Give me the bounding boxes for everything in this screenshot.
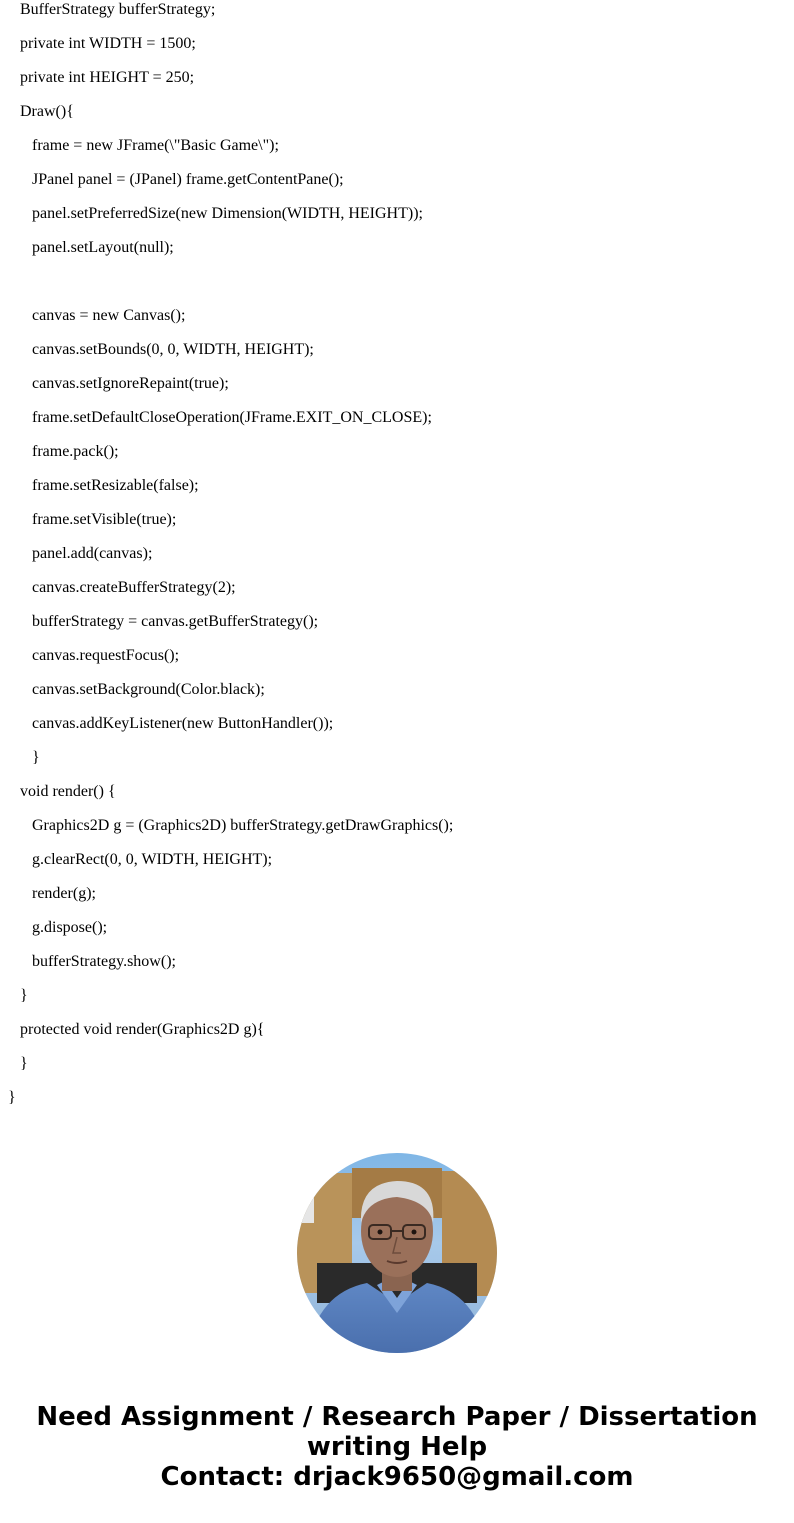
code-line: canvas.requestFocus(); <box>32 647 180 664</box>
code-line: g.clearRect(0, 0, WIDTH, HEIGHT); <box>32 851 273 868</box>
code-line: Graphics2D g = (Graphics2D) bufferStrategy.getDrawGraphics(); <box>32 817 454 834</box>
code-line: canvas.setBackground(Color.black); <box>32 681 265 698</box>
code-line: void render() { <box>20 783 116 800</box>
code-line: bufferStrategy = canvas.getBufferStrategy(); <box>32 613 319 630</box>
banner-contact: Contact: drjack9650@gmail.com <box>160 1462 634 1492</box>
code-line: bufferStrategy.show(); <box>32 953 176 970</box>
author-avatar <box>297 1153 497 1353</box>
code-line: g.dispose(); <box>32 919 108 936</box>
code-line: JPanel panel = (JPanel) frame.getContentPane(); <box>32 171 344 188</box>
code-line: Draw(){ <box>20 103 74 120</box>
code-line: frame.pack(); <box>32 443 119 460</box>
code-line: frame = new JFrame(\"Basic Game\"); <box>32 137 279 154</box>
help-banner <box>0 1402 794 1492</box>
code-line: canvas.setIgnoreRepaint(true); <box>32 375 229 392</box>
code-line: frame.setDefaultCloseOperation(JFrame.EXIT_ON_CLOSE); <box>32 409 432 426</box>
code-line: private int HEIGHT = 250; <box>20 69 195 86</box>
code-line: canvas.createBufferStrategy(2); <box>32 579 236 596</box>
code-line: private int WIDTH = 1500; <box>20 35 196 52</box>
code-line: frame.setResizable(false); <box>32 477 199 494</box>
code-line: } <box>8 1089 16 1106</box>
code-line: BufferStrategy bufferStrategy; <box>20 1 216 18</box>
banner-line-2: writing Help <box>306 1432 488 1462</box>
code-line: canvas.setBounds(0, 0, WIDTH, HEIGHT); <box>32 341 314 358</box>
code-line: panel.setLayout(null); <box>32 239 174 256</box>
code-line: protected void render(Graphics2D g){ <box>20 1021 265 1038</box>
code-line: } <box>20 987 28 1004</box>
banner-line-1: Need Assignment / Research Paper / Dissertation <box>36 1402 758 1432</box>
code-line: frame.setVisible(true); <box>32 511 177 528</box>
code-line: canvas.addKeyListener(new ButtonHandler()); <box>32 715 334 732</box>
code-line: render(g); <box>32 885 96 902</box>
author-portrait-image <box>297 1153 497 1353</box>
code-line: panel.setPreferredSize(new Dimension(WIDTH, HEIGHT)); <box>32 205 423 222</box>
code-line: } <box>32 749 40 766</box>
code-line: canvas = new Canvas(); <box>32 307 186 324</box>
code-line: panel.add(canvas); <box>32 545 153 562</box>
code-line: } <box>20 1055 28 1072</box>
